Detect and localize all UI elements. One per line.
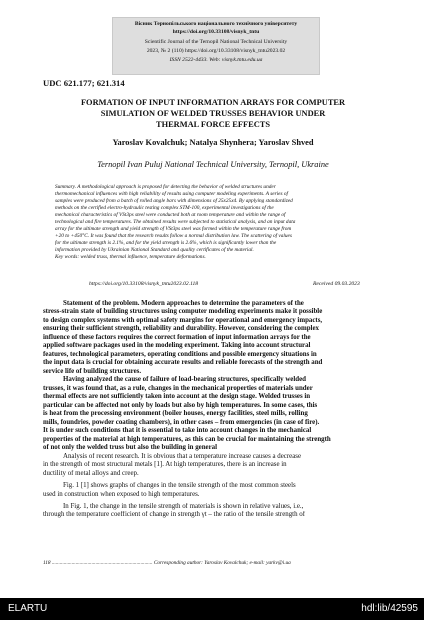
abstract-line: Summary. A methodological approach is proposed for detecting the behavior of welded structures under: [55, 184, 276, 190]
journal-issue: 2023, № 2 (110) https://doi.org/10.33108/visnyk_tntu2023.02: [146, 48, 286, 54]
body-line: In Fig. 1, the change in the tensile strength of materials is shown in relative values, i.e.,: [63, 503, 304, 510]
body-line: mills, foundries, powder coating chambers), in other cases – from emergencies (in case of fire).: [43, 419, 320, 426]
paper-title-line: SIMULATION OF WELDED TRUSSES BEHAVIOR UNDER: [100, 109, 326, 118]
body-line: particular can be affected not only by loads but also by high temperatures. In some cases, this: [43, 402, 318, 409]
body-line: service life of building structures.: [43, 368, 142, 375]
authors: Yaroslav Kovalchuk; Natalya Shynhera; Yaroslav Shved: [112, 138, 314, 147]
abstract-line: technological and fire temperatures. The obtained results were subjected to statistical analysis, and an input data: [55, 219, 296, 225]
paper-title-line: FORMATION OF INPUT INFORMATION ARRAYS FOR COMPUTER: [80, 98, 346, 107]
body-line: ensuring their sufficient strength, reliability and durability. However, considering the complex: [43, 325, 319, 332]
body-line: influence of these factors requires the correct formation of input information arrays for the: [43, 334, 311, 341]
body-line: ductility of metal alloys and creep.: [43, 470, 139, 477]
abstract-line: array for the ultimate strength and yield strength of VSt3ps steel was formed within the temperature range from: [55, 226, 292, 232]
abstract-line: mechanical characteristics of VSt3ps steel were conducted both at room temperature and within the range of: [55, 212, 286, 218]
abstract-line: thermomechanical influences with high reliability of results using computer modeling experiments. A series of: [55, 191, 289, 197]
body-line: Statement of the problem. Modern approaches to determine the parameters of the: [63, 300, 304, 307]
body-line: through the temperature coefficient of change in strength γt – the ratio of the tensile strength of: [43, 511, 305, 518]
body-line: used in construction when exposed to high temperatures.: [43, 491, 200, 498]
body-line: stress-strain state of building structures using computer modeling experiments make it possible: [43, 308, 323, 315]
body-line: features, technological parameters, operating conditions and possible emergency situations in: [43, 351, 317, 358]
received-date: Received 09.03.2023: [313, 281, 360, 287]
abstract-line: samples were produced from a batch of rolled angle bars with dimensions of 25x25x4. By applying standardized: [55, 198, 293, 204]
journal-name-en: Scientific Journal of the Ternopil National Technical University: [144, 39, 288, 45]
handle-id[interactable]: hdl:lib/42595: [361, 603, 418, 614]
body-line: It is under such conditions that it is essential to take into account changes in the mechanical: [43, 427, 312, 434]
body-line: is heat from the processing environment (boiler houses, energy facilities, steel mills, rolling: [43, 410, 308, 417]
abstract-line: +20 to +450°C. It was found that the research results follow a normal distribution law. The scattering of values: [55, 233, 292, 239]
body-line: to design complex systems with optimal safety margins for operational and emergency impacts,: [43, 317, 323, 324]
page-footer: 118 ............................................................................ Corresponding author: Yaroslav Kovalchuk; e-mail: yarkv@i.ua: [43, 560, 291, 566]
body-line: thermal effects are not sufficiently taken into account at the design stage. Welded trusses in: [43, 393, 311, 400]
affiliation: Ternopil Ivan Puluj National Technical University, Ternopil, Ukraine: [97, 160, 329, 169]
body-line: Fig. 1 [1] shows graphs of changes in the tensile strength of the most common steels: [63, 482, 296, 489]
body-line: Having analyzed the cause of failure of load-bearing structures, specifically welded: [63, 376, 307, 383]
journal-issn: ISSN 2522-4433. Web: visnyk.tntu.edu.ua: [169, 57, 263, 63]
journal-doi[interactable]: https://doi.org/10.33108/visnyk_tntu: [172, 29, 260, 35]
abstract-line: for the ultimate strength is 2.1%, and for the yield strength is 2.6%, which is significantly lower than the: [55, 240, 277, 246]
abstract-line: information provided by Ukrainian National Standard and quality certificates of the material.: [55, 247, 254, 253]
body-line: trusses, it was found that, as a rule, changes in the mechanical properties of materials under: [43, 385, 313, 392]
abstract-line: methods on the certified electro-hydraulic testing complex STM-100, experimental investigations of the: [55, 205, 274, 211]
body-line: properties of the material at high temperatures, as this can be crucial for maintaining the strength: [43, 436, 331, 443]
keywords-line: Key words: welded truss, thermal influence, temperature deformations.: [55, 254, 206, 260]
body-line: Analysis of recent research. It is obvious that a temperature increase causes a decrease: [63, 453, 301, 460]
article-doi-link[interactable]: https://doi.org/10.33108/visnyk_tntu2023.02.118: [89, 281, 199, 287]
udc-code: UDC 621.177; 621.314: [43, 78, 125, 88]
body-line: in the strength of most structural metals [1]. At high temperatures, there is an increase in: [43, 461, 287, 468]
journal-header-box: [112, 17, 320, 75]
body-line: the input data is crucial for obtaining accurate results and reliable forecasts of the strength and: [43, 359, 323, 366]
body-line: of not only the welded truss but also the building in general: [43, 444, 218, 451]
paper-title-line: THERMAL FORCE EFFECTS: [155, 120, 270, 129]
body-line: applied software packages used in the modeling experiment. Taking into account structural: [43, 342, 311, 349]
journal-name-ua: Вісник Тернопільського національного технічного університету: [134, 21, 298, 27]
repository-name[interactable]: ELARTU: [8, 603, 48, 614]
